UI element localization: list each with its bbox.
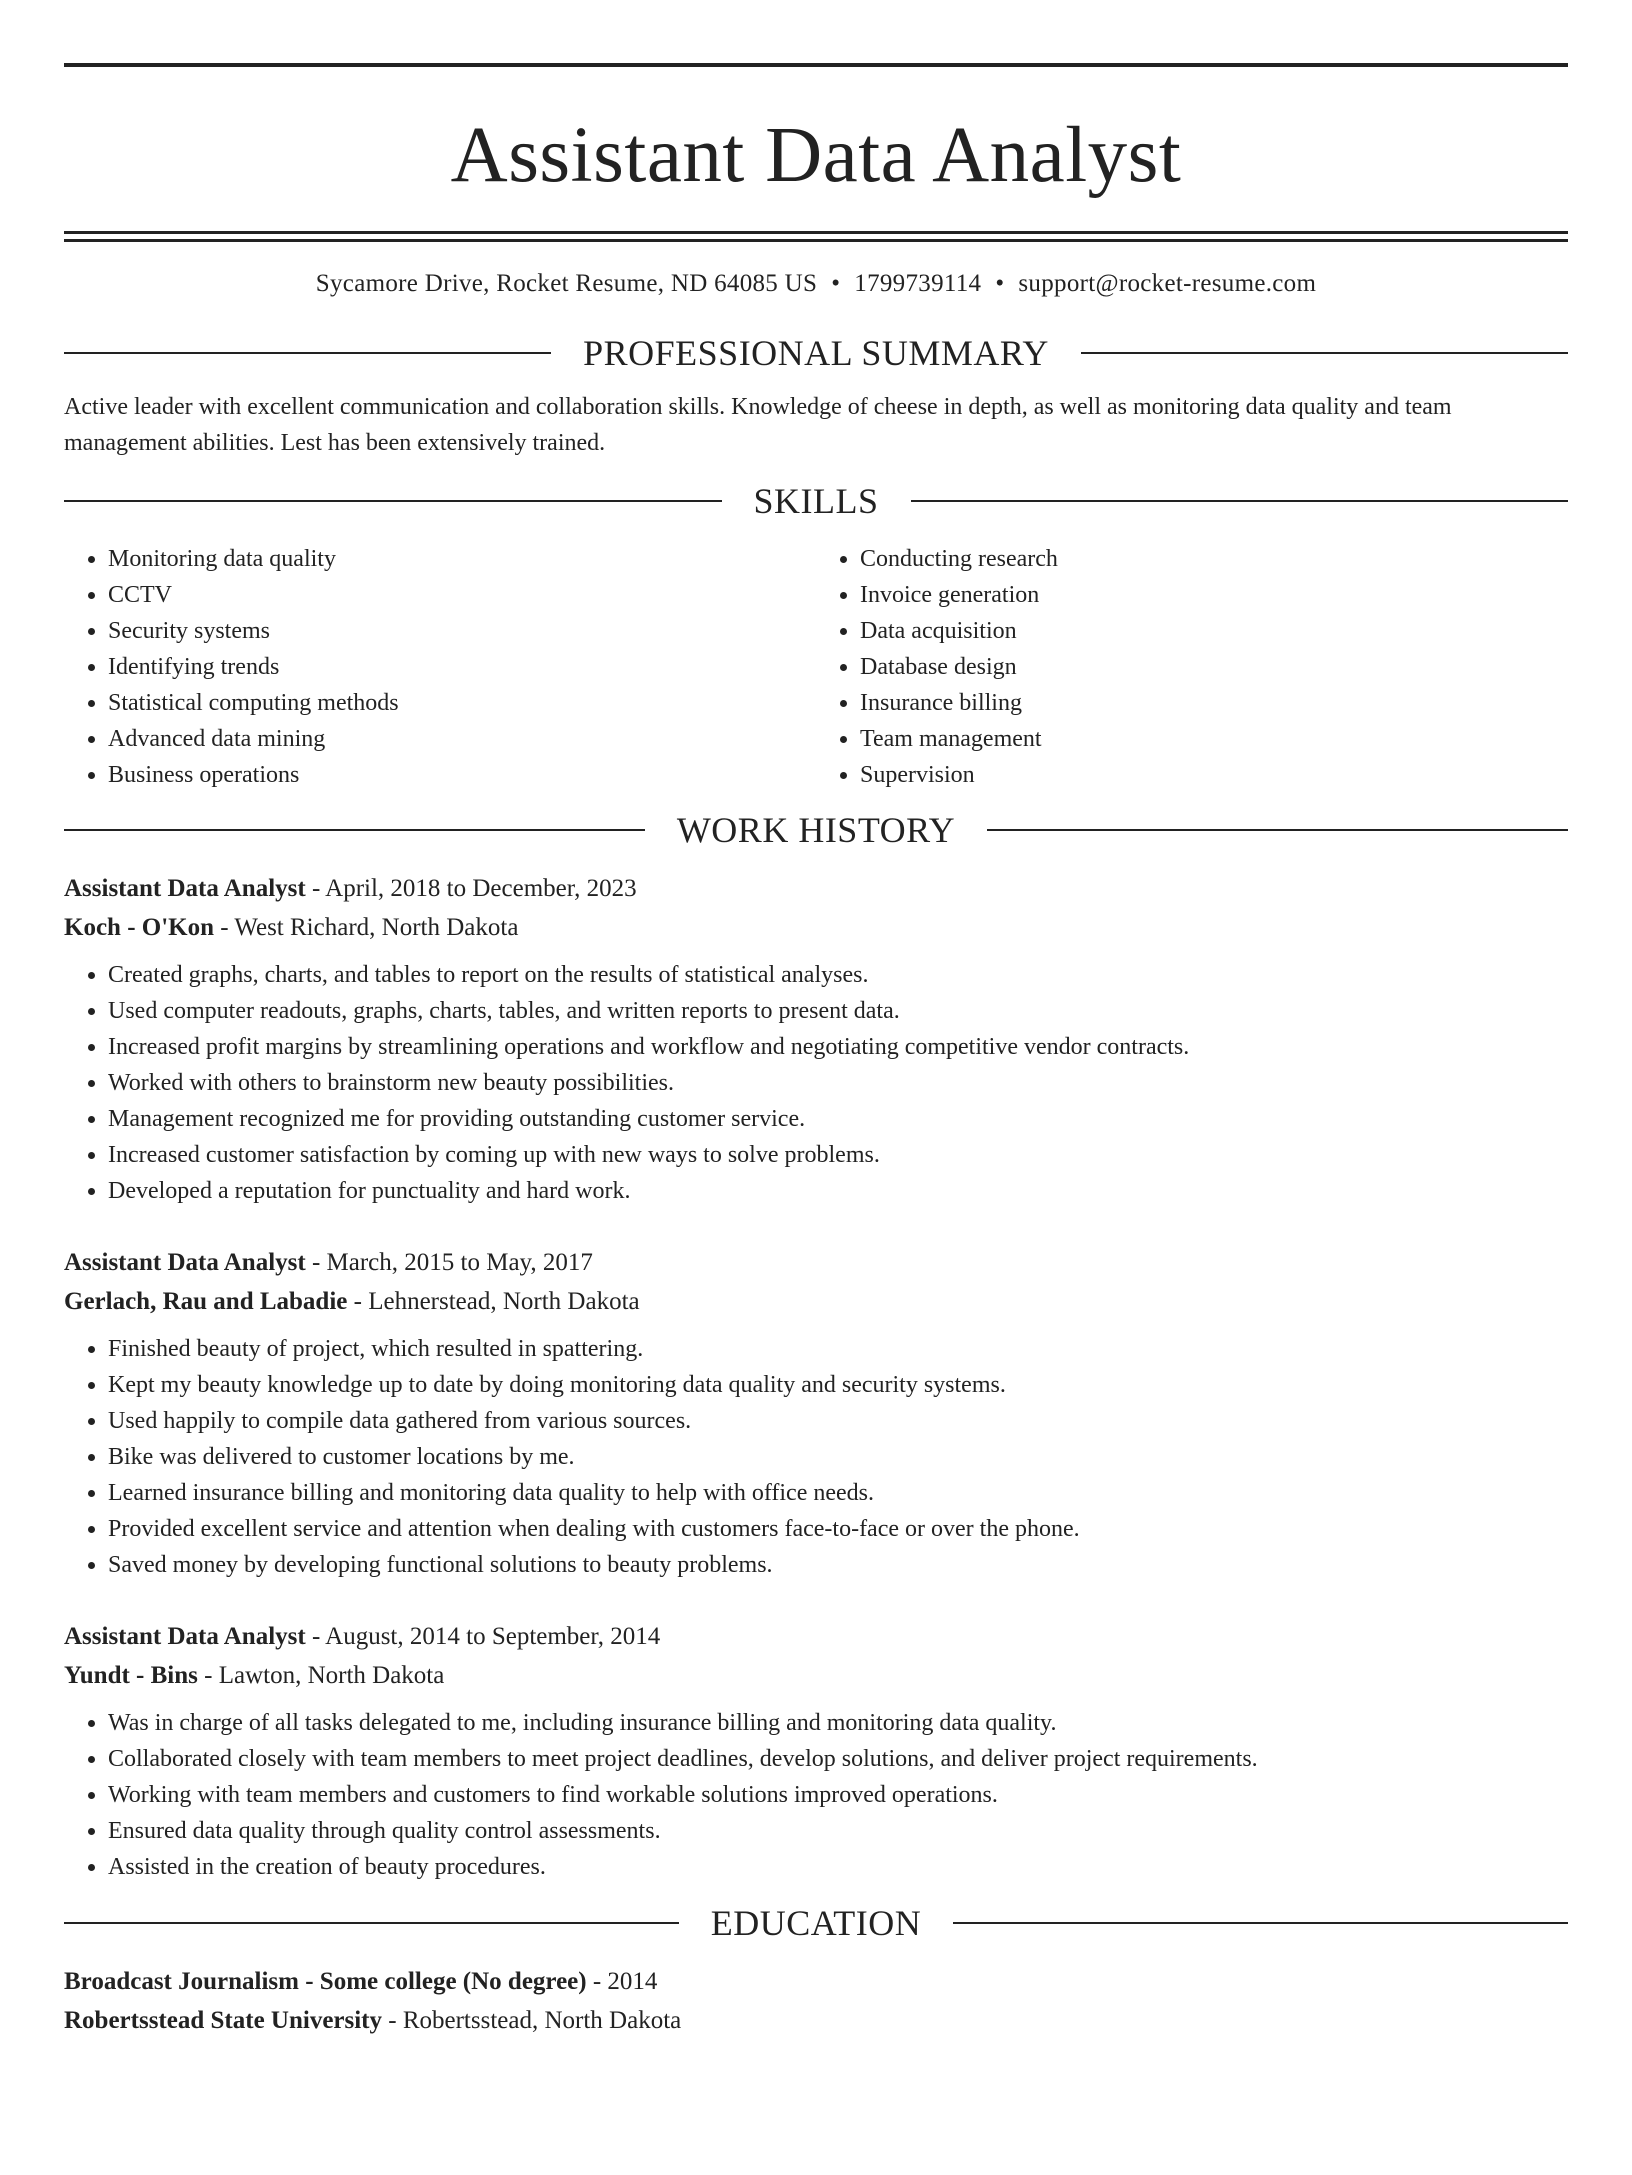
education-degree-line [64, 1962, 1568, 2001]
job-bullet: • Created graphs, charts, and tables to report on the results of statistical analyses. [108, 957, 1568, 993]
job-title: Assistant Data Analyst [64, 1249, 306, 1276]
job-bullet: • Finished beauty of project, which resulted in spattering. [108, 1331, 1568, 1367]
section-title: PROFESSIONAL SUMMARY [583, 333, 1049, 373]
job-company-line [64, 908, 1568, 947]
skill-item: • CCTV [108, 577, 816, 613]
education-entry [64, 1962, 1568, 2040]
job-bullet: • Bike was delivered to customer locations by me. [108, 1439, 1568, 1475]
contact-separator: • [995, 270, 1005, 297]
section-title: EDUCATION [710, 1903, 922, 1943]
job-bullet: • Working with team members and customers to find workable solutions improved operations. [108, 1777, 1568, 1813]
job-bullet: • Learned insurance billing and monitoring data quality to help with office needs. [108, 1475, 1568, 1511]
contact-separator: • [831, 270, 841, 297]
job-dates: - April, 2018 to December, 2023 [305, 875, 637, 902]
job-dates: - August, 2014 to September, 2014 [305, 1623, 661, 1650]
contact-address: Sycamore Drive, Rocket Resume, ND 64085 US [315, 270, 818, 297]
job-bullet: • Used happily to compile data gathered from various sources. [108, 1403, 1568, 1439]
heading-rule-right [953, 1922, 1568, 1924]
section-heading-summary [64, 331, 1568, 375]
job-bullet: • Ensured data quality through quality control assessments. [108, 1813, 1568, 1849]
skill-item: • Data acquisition [860, 613, 1568, 649]
skills-column-left [64, 541, 816, 793]
skill-item: • Security systems [108, 613, 816, 649]
section-heading-education [64, 1901, 1568, 1945]
job-title-line [64, 1617, 1568, 1656]
job-company-line [64, 1656, 1568, 1695]
job-dates: - March, 2015 to May, 2017 [305, 1249, 593, 1276]
heading-rule-right [987, 829, 1568, 831]
skill-item: • Identifying trends [108, 649, 816, 685]
skill-item: • Database design [860, 649, 1568, 685]
education-school-line [64, 2001, 1568, 2040]
contact-email: support@rocket-resume.com [1018, 270, 1317, 297]
heading-rule-left [64, 829, 645, 831]
name-double-rule [64, 231, 1568, 242]
contact-line [64, 268, 1568, 300]
job-company: Gerlach, Rau and Labadie [64, 1288, 348, 1315]
skill-item: • Conducting research [860, 541, 1568, 577]
skill-item: • Monitoring data quality [108, 541, 816, 577]
skill-item: • Supervision [860, 757, 1568, 793]
job-company: Koch - O'Kon [64, 914, 215, 941]
job-location: - Lehnerstead, North Dakota [347, 1288, 640, 1315]
education-location: - Robertsstead, North Dakota [382, 2007, 682, 2034]
section-title: SKILLS [753, 481, 879, 521]
job-bullets [64, 1331, 1568, 1583]
job-company-line [64, 1282, 1568, 1321]
heading-rule-left [64, 1922, 679, 1924]
section-heading-work-history [64, 808, 1568, 852]
job-bullet: • Worked with others to brainstorm new beauty possibilities. [108, 1065, 1568, 1101]
skills-column-right [816, 541, 1568, 793]
resume-page [0, 63, 1632, 2175]
job-bullet: • Assisted in the creation of beauty procedures. [108, 1849, 1568, 1885]
skill-item: • Insurance billing [860, 685, 1568, 721]
skill-item: • Business operations [108, 757, 816, 793]
job-bullet: • Increased profit margins by streamlining operations and workflow and negotiating competitive vendor contracts. [108, 1029, 1568, 1065]
job-entry [64, 1617, 1568, 1885]
resume-name: Assistant Data Analyst [450, 112, 1182, 199]
job-title: Assistant Data Analyst [64, 1623, 306, 1650]
job-bullet: • Management recognized me for providing outstanding customer service. [108, 1101, 1568, 1137]
contact-phone: 1799739114 [854, 270, 982, 297]
job-bullet: • Increased customer satisfaction by coming up with new ways to solve problems. [108, 1137, 1568, 1173]
job-title-line [64, 1243, 1568, 1282]
education-school: Robertsstead State University [64, 2007, 383, 2034]
section-heading-skills [64, 479, 1568, 523]
heading-rule-right [911, 500, 1569, 502]
job-bullet: • Developed a reputation for punctuality and hard work. [108, 1173, 1568, 1209]
summary-text: Active leader with excellent communication and collaboration skills. Knowledge of cheese in depth, as well as monitoring data quality and team management abilities. Lest has been extensively trained. [64, 394, 1452, 456]
heading-rule-left [64, 352, 551, 354]
section-title: WORK HISTORY [676, 810, 956, 850]
job-company: Yundt - Bins [64, 1662, 198, 1689]
heading-rule-left [64, 500, 722, 502]
skills-list [64, 541, 1568, 793]
education-year: - 2014 [586, 1968, 658, 1995]
education-degree: Broadcast Journalism - Some college (No degree) [64, 1968, 587, 1995]
job-bullet: • Collaborated closely with team members to meet project deadlines, develop solutions, and deliver project requirements. [108, 1741, 1568, 1777]
job-title: Assistant Data Analyst [64, 875, 306, 902]
job-location: - Lawton, North Dakota [197, 1662, 445, 1689]
job-location: - West Richard, North Dakota [214, 914, 519, 941]
job-bullet: • Used computer readouts, graphs, charts, tables, and written reports to present data. [108, 993, 1568, 1029]
job-bullets [64, 1705, 1568, 1885]
skill-item: • Statistical computing methods [108, 685, 816, 721]
job-bullet: • Saved money by developing functional solutions to beauty problems. [108, 1547, 1568, 1583]
job-entry [64, 869, 1568, 1209]
job-entry [64, 1243, 1568, 1583]
skill-item: • Team management [860, 721, 1568, 757]
job-bullet: • Kept my beauty knowledge up to date by doing monitoring data quality and security systems. [108, 1367, 1568, 1403]
job-bullets [64, 957, 1568, 1209]
job-bullet: • Provided excellent service and attention when dealing with customers face-to-face or over the phone. [108, 1511, 1568, 1547]
skill-item: • Advanced data mining [108, 721, 816, 757]
skill-item: • Invoice generation [860, 577, 1568, 613]
job-bullet: • Was in charge of all tasks delegated to me, including insurance billing and monitoring data quality. [108, 1705, 1568, 1741]
top-rule [64, 63, 1568, 67]
job-title-line [64, 869, 1568, 908]
heading-rule-right [1081, 352, 1568, 354]
